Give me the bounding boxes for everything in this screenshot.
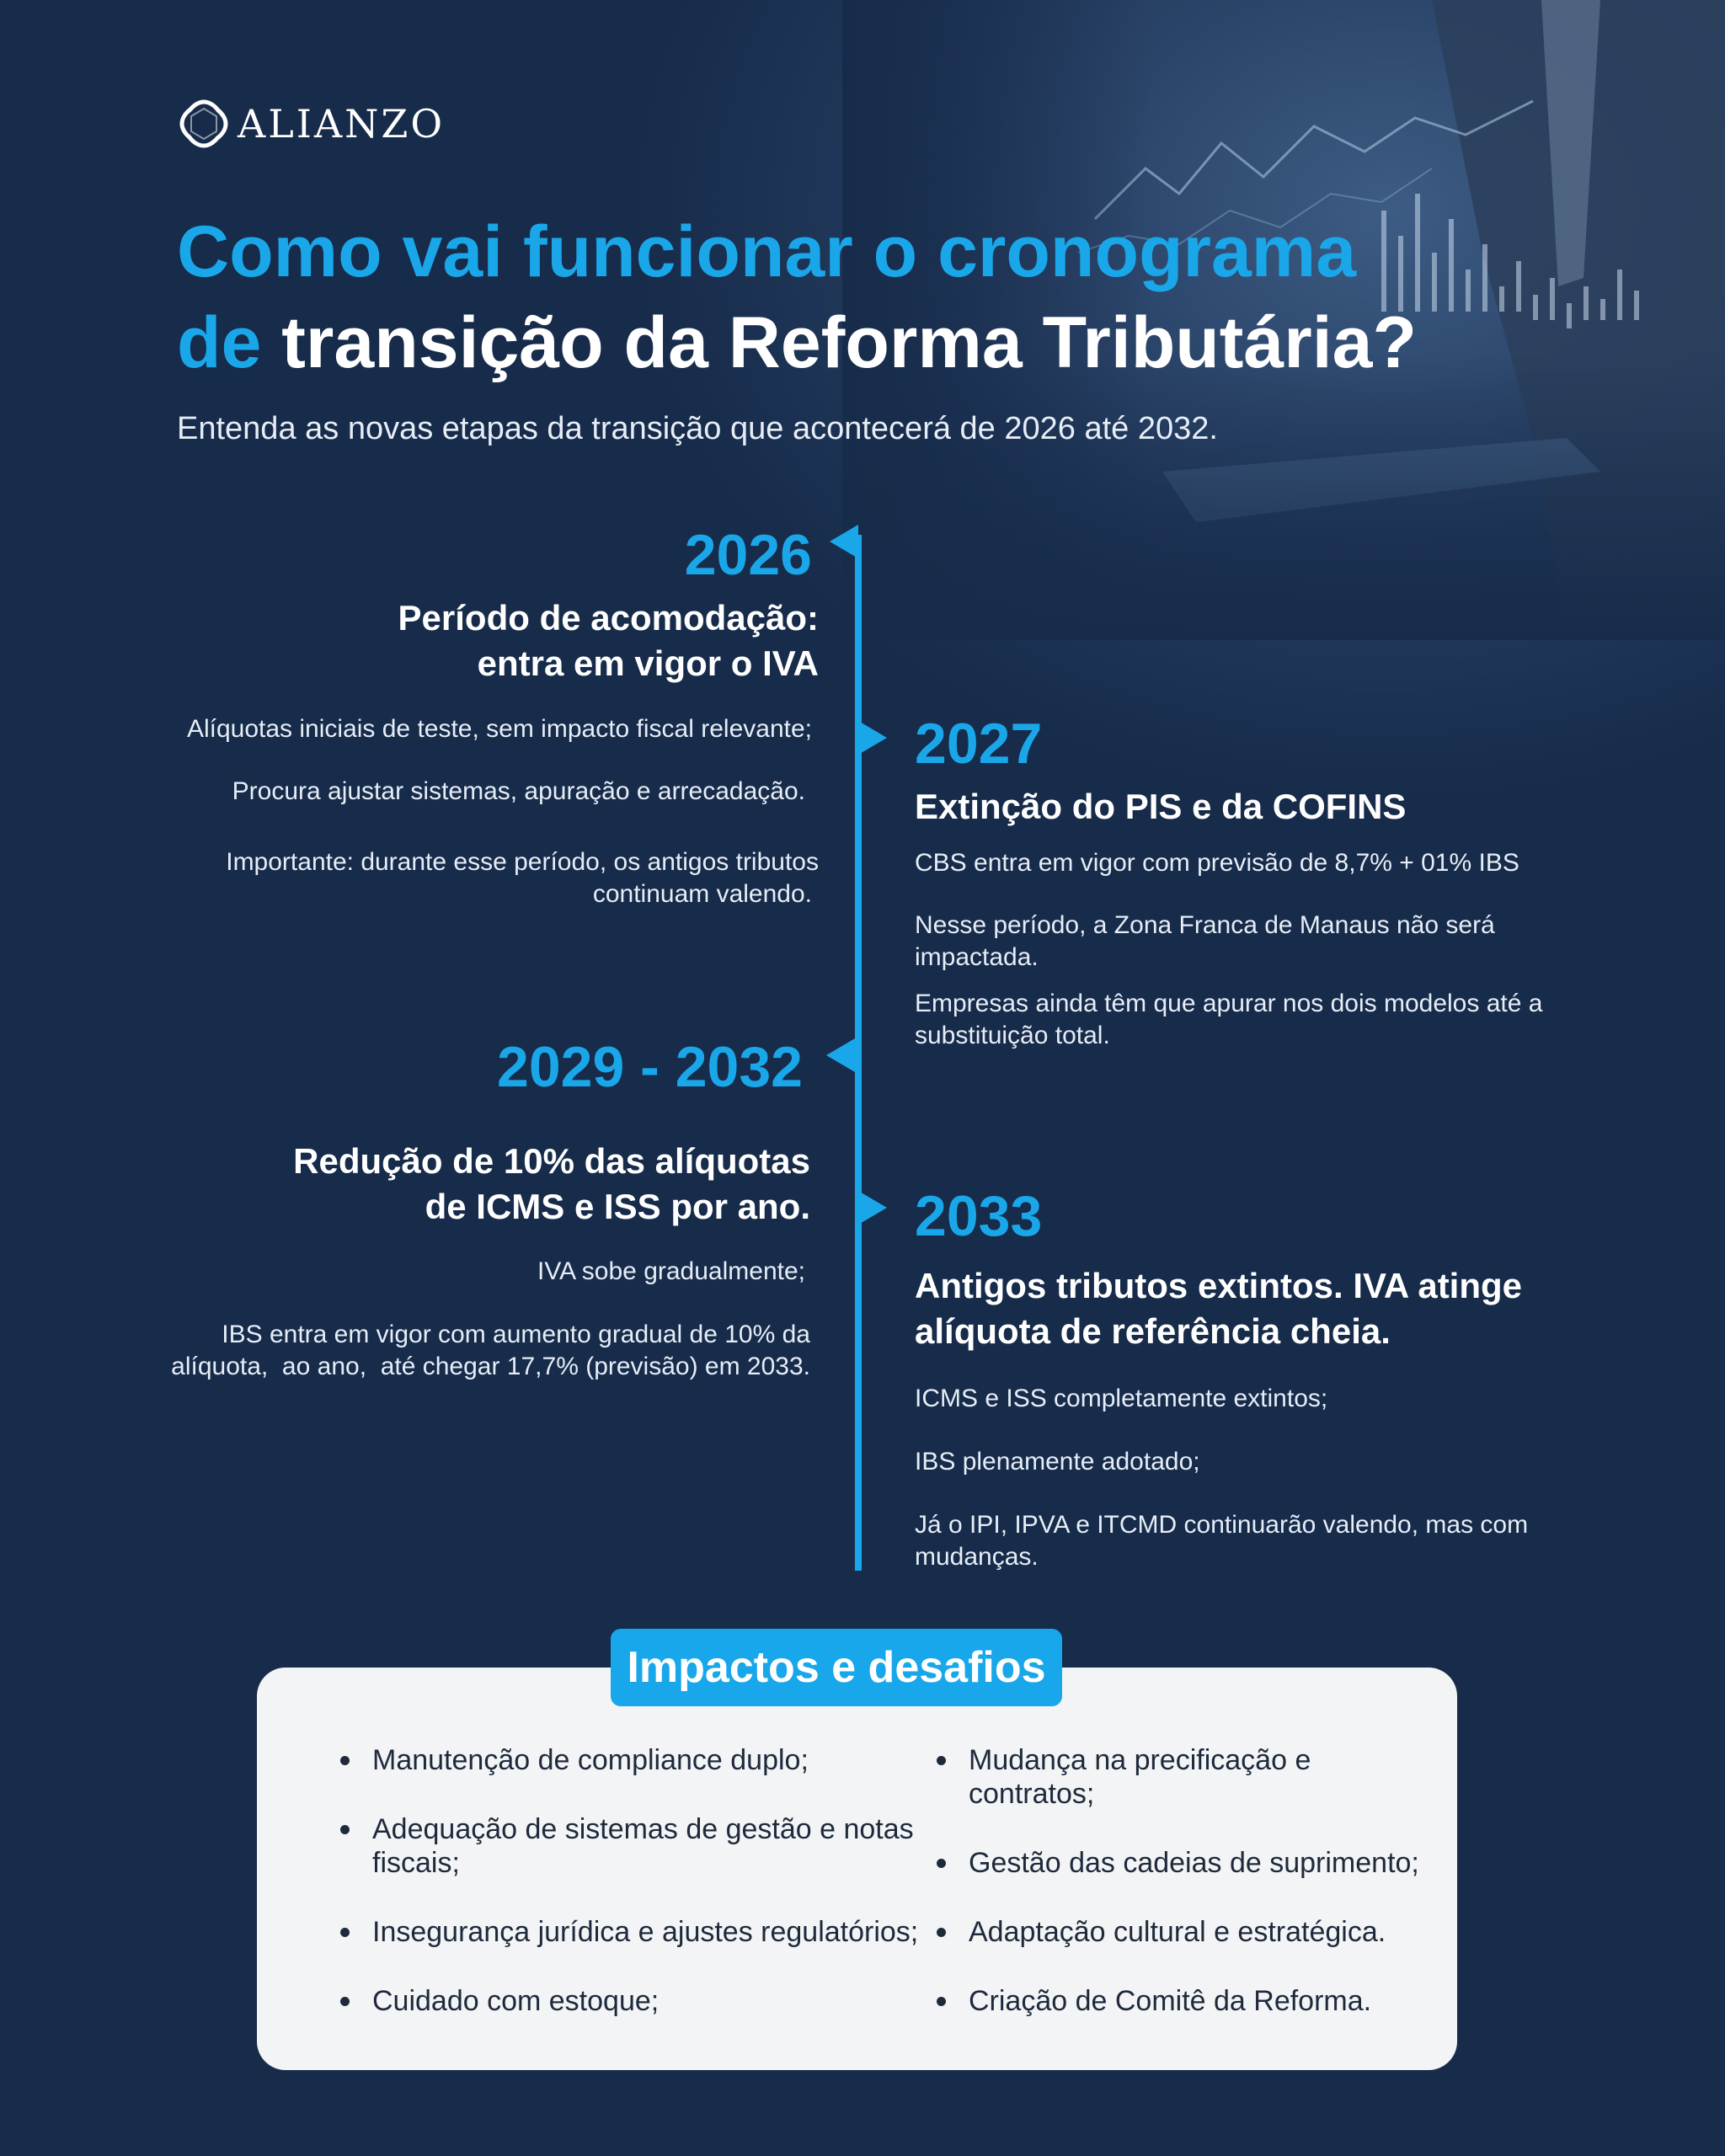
bullet-icon [340,1997,350,2006]
item-2027-2-line-1: Nesse período, a Zona Franca de Manaus não será [915,911,1495,939]
item-2027-1: CBS entra em vigor com previsão de 8,7% + 01% IBS [915,849,1519,877]
heading-2026-line-2: entra em vigor o IVA [477,643,819,683]
item-2029-1: IVA sobe gradualmente; [537,1257,805,1285]
impacts-list-left [337,1743,927,2018]
heading-2027: Extinção do PIS e da COFINS [915,787,1407,826]
page-subtitle: Entenda as novas etapas da transição que acontecerá de 2026 até 2032. [177,411,1218,446]
timeline-pointer-2027 [858,721,887,755]
impacts-title: Impactos e desafios [611,1629,1062,1706]
impact-item-text: Insegurança jurídica e ajustes regulatórios; [372,1916,919,1948]
impact-item-text-line-1: Adequação de sistemas de gestão e notas [372,1813,914,1845]
heading-2029-line-1: Redução de 10% das alíquotas [293,1141,810,1181]
item-2027-3-line-2: substituição total. [915,1022,1110,1049]
impact-item-text-line-2: contratos; [969,1778,1095,1810]
bullet-icon [340,1756,350,1765]
heading-2029 [136,1139,810,1230]
bullet-icon [937,1859,946,1868]
year-2033: 2033 [915,1184,1043,1248]
item-2029-2-line-2: alíquota, ao ano, até chegar 17,7% (previsão) em 2033. [171,1353,810,1380]
item-2026-3 [128,846,819,910]
item-2026-1: Alíquotas iniciais de teste, sem impacto fiscal relevante; [186,715,812,743]
title-line-1: Como vai funcionar o cronograma [177,211,1357,292]
item-2033-1: ICMS e ISS completamente extintos; [915,1385,1328,1412]
impact-item [933,1984,1439,2018]
item-2027-3 [915,988,1605,1052]
bullet-icon [937,1928,946,1937]
bullet-icon [340,1928,350,1937]
bullet-icon [937,1997,946,2006]
impact-item [337,1984,927,2018]
item-2033-3-line-2: mudanças. [915,1543,1039,1571]
item-2027-3-line-1: Empresas ainda têm que apurar nos dois modelos até a [915,990,1543,1017]
impact-item-text: Gestão das cadeias de suprimento; [969,1847,1419,1879]
heading-2029-line-2: de ICMS e ISS por ano. [425,1187,810,1226]
heading-2026-line-1: Período de acomodação: [398,598,819,638]
brand-name: ALIANZO [238,101,446,147]
impact-item-text-line-2: fiscais; [372,1847,460,1879]
year-2029-2032: 2029 - 2032 [497,1035,803,1099]
impact-item [337,1812,927,1880]
item-2027-2-line-2: impactada. [915,943,1039,971]
item-2033-2: IBS plenamente adotado; [915,1448,1200,1476]
heading-2033-line-2: alíquota de referência cheia. [915,1311,1391,1351]
alianzo-logo-icon [179,99,229,149]
impact-item [337,1915,927,1949]
title-line-2-rest: transição da Reforma Tributária? [281,302,1417,383]
item-2026-3-line-2: continuam valendo. [592,880,812,908]
item-2029-2 [52,1319,810,1383]
item-2026-2: Procura ajustar sistemas, apuração e arrecadação. [232,777,805,805]
impact-item [337,1743,927,1777]
timeline-pointer-2029 [826,1038,855,1072]
timeline-line [855,535,862,1571]
impact-item-text: Cuidado com estoque; [372,1985,660,2017]
impact-item [933,1743,1439,1811]
brand-logo [179,94,445,153]
impact-item [933,1846,1439,1880]
bullet-icon [937,1756,946,1765]
impacts-list-right [933,1743,1439,2018]
heading-2033 [915,1263,1639,1354]
year-2027: 2027 [915,712,1043,776]
bullet-icon [340,1825,350,1834]
timeline-pointer-2033 [858,1191,887,1225]
heading-2026 [229,595,819,686]
item-2033-3-line-1: Já o IPI, IPVA e ITCMD continuarão valendo, mas com [915,1511,1529,1539]
item-2029-2-line-1: IBS entra em vigor com aumento gradual de 10% da [222,1321,810,1348]
year-2026: 2026 [684,523,812,587]
item-2033-3 [915,1509,1605,1573]
impact-item-text-line-1: Mudança na precificação e [969,1744,1311,1776]
impact-item-text: Adaptação cultural e estratégica. [969,1916,1386,1948]
item-2026-3-line-1: Importante: durante esse período, os antigos tributos [226,848,819,876]
title-line-2-accent: de [177,302,262,383]
impact-item-text: Manutenção de compliance duplo; [372,1744,809,1776]
page-title [177,206,1491,388]
impact-item-text: Criação de Comitê da Reforma. [969,1985,1372,2017]
heading-2033-line-1: Antigos tributos extintos. IVA atinge [915,1266,1523,1305]
item-2027-2 [915,910,1605,974]
timeline-pointer-2026 [830,525,858,558]
impact-item [933,1915,1439,1949]
